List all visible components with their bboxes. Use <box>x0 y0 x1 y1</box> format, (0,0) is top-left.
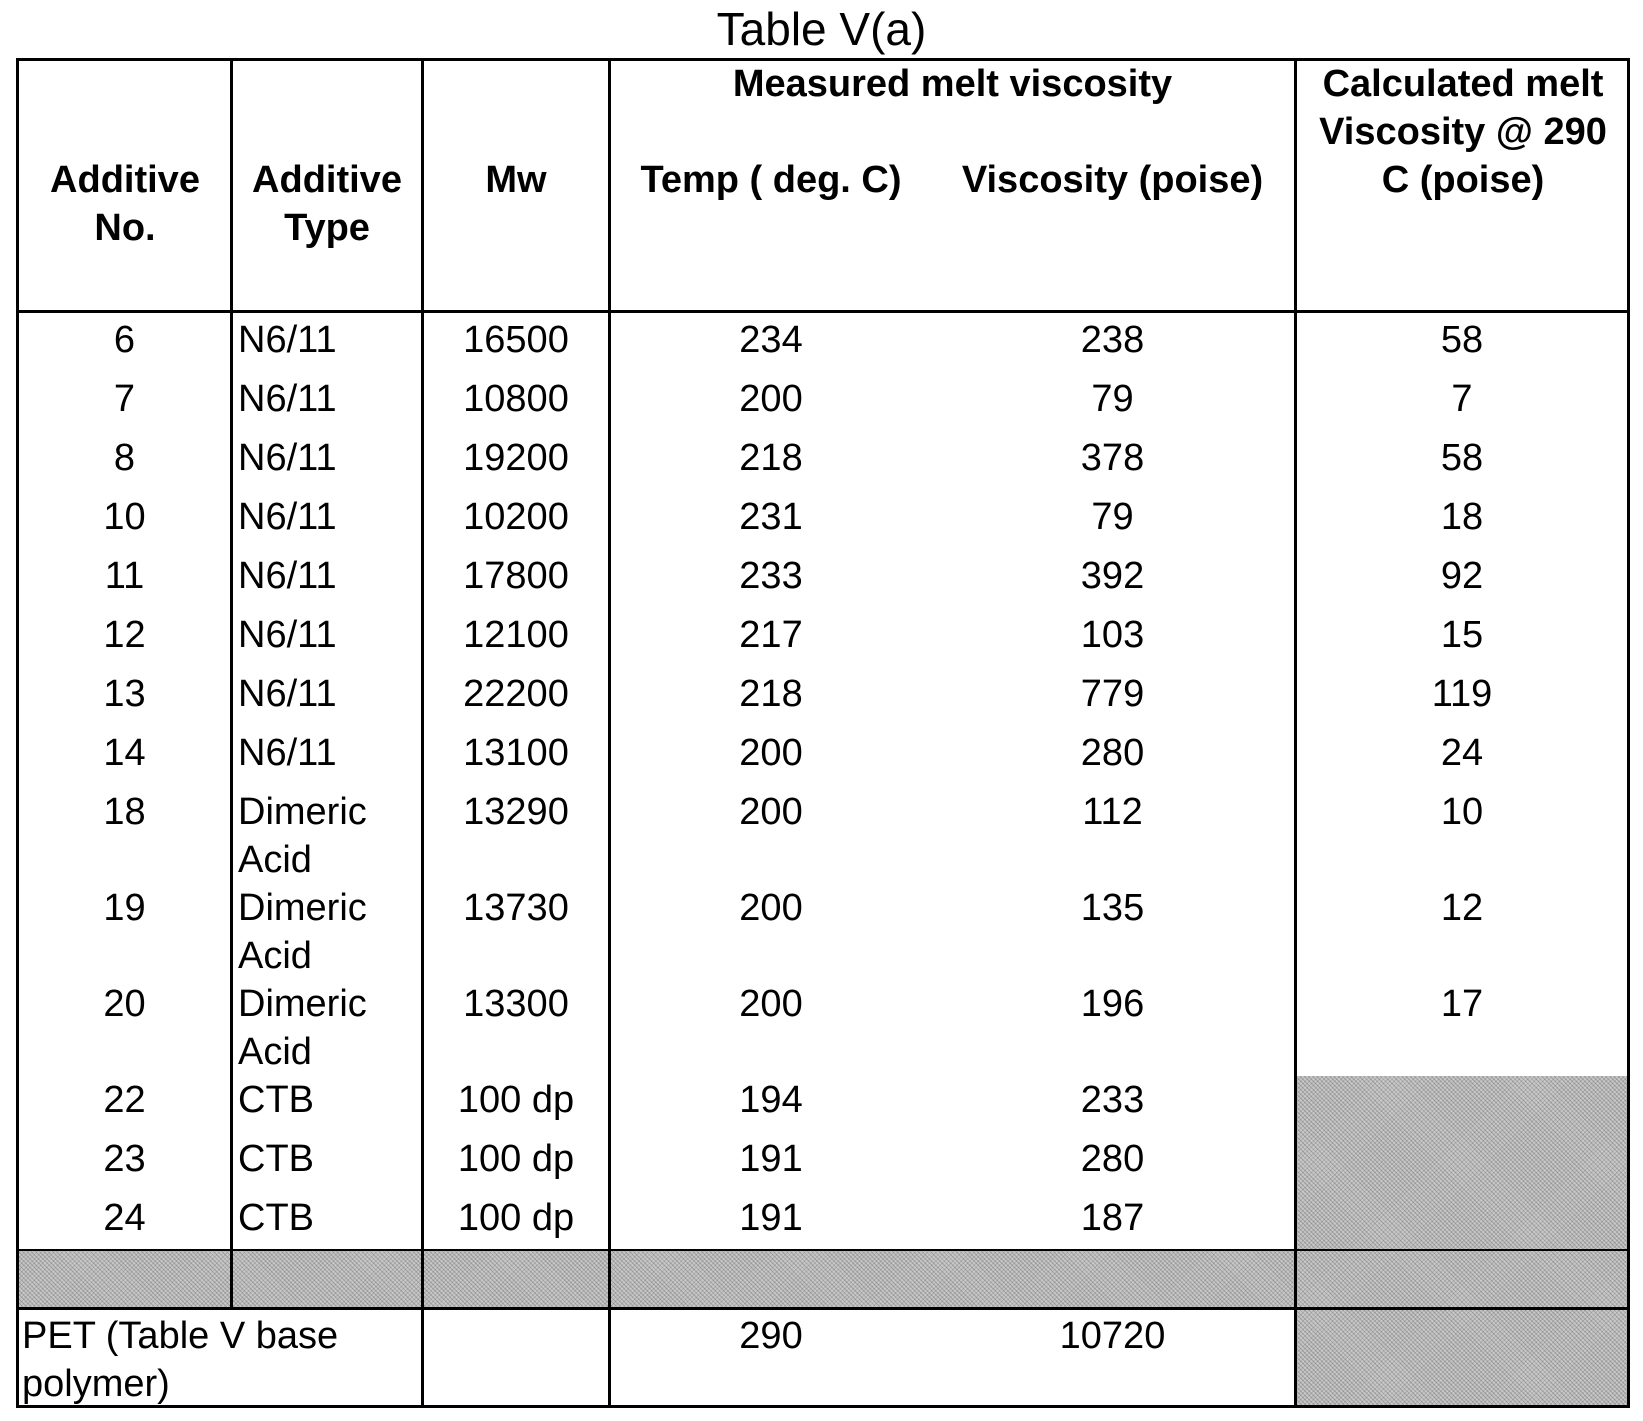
cell-additive-no: 7 <box>113 378 136 420</box>
cell-additive-no: 22 <box>103 1079 146 1121</box>
cell-calculated: 58 <box>1440 319 1484 361</box>
cell-calculated: 92 <box>1440 555 1484 597</box>
cell-calculated: 12 <box>1440 887 1484 929</box>
cell-additive-no: 19 <box>103 887 146 929</box>
cell-temp: 191 <box>739 1197 803 1239</box>
cell-additive-type: CTB <box>238 1138 314 1180</box>
cell-temp: 234 <box>739 319 803 361</box>
cell-viscosity: 233 <box>1080 1079 1145 1121</box>
cell-additive-no: 13 <box>103 673 146 715</box>
cell-additive-type: N6/11 <box>238 555 337 597</box>
cell-viscosity: 79 <box>1091 496 1134 538</box>
pet-row-label: PET (Table V base polymer) <box>22 1315 339 1405</box>
cell-additive-no: 24 <box>103 1197 146 1239</box>
cell-viscosity: 135 <box>1080 887 1145 929</box>
cell-mw: 10200 <box>463 496 569 538</box>
cell-viscosity: 378 <box>1080 437 1145 479</box>
header-calculated: Calculated melt Viscosity @ 290 C (poise) <box>1319 63 1607 201</box>
header-divider <box>16 310 1630 313</box>
header-mw: Mw <box>485 159 547 201</box>
cell-calculated: 7 <box>1451 378 1473 420</box>
table-title: Table V(a) <box>716 3 927 55</box>
cell-additive-no: 23 <box>103 1138 146 1180</box>
cell-temp: 217 <box>739 614 803 656</box>
cell-mw: 100 dp <box>457 1079 575 1121</box>
cell-mw: 13100 <box>463 732 569 774</box>
cell-additive-type: N6/11 <box>238 732 337 774</box>
pet-row-temp: 290 <box>739 1315 803 1357</box>
cell-mw: 13290 <box>463 791 569 833</box>
cell-viscosity: 196 <box>1080 983 1145 1025</box>
cell-calculated: 119 <box>1431 673 1493 715</box>
cell-calculated: 15 <box>1440 614 1484 656</box>
header-additive-no: Additive No. <box>50 159 200 249</box>
cell-additive-no: 8 <box>113 437 136 479</box>
pet-row-divider <box>16 1307 1630 1310</box>
cell-additive-type: Dimeric Acid <box>238 983 367 1073</box>
cell-additive-no: 14 <box>103 732 146 774</box>
cell-mw: 12100 <box>463 614 569 656</box>
cell-viscosity: 280 <box>1080 1138 1145 1180</box>
cell-viscosity: 103 <box>1080 614 1145 656</box>
cell-mw: 22200 <box>463 673 569 715</box>
cell-additive-type: N6/11 <box>238 496 337 538</box>
cell-mw: 100 dp <box>457 1138 575 1180</box>
cell-temp: 191 <box>739 1138 803 1180</box>
cell-calculated: 17 <box>1440 983 1484 1025</box>
filler-row-top <box>16 1249 1630 1251</box>
cell-additive-no: 18 <box>103 791 146 833</box>
cell-viscosity: 779 <box>1080 673 1145 715</box>
cell-additive-type: N6/11 <box>238 437 337 479</box>
header-measured-group: Measured melt viscosity <box>732 63 1173 105</box>
cell-calculated: 24 <box>1440 732 1484 774</box>
cell-mw: 16500 <box>463 319 569 361</box>
cell-temp: 233 <box>739 555 803 597</box>
cell-additive-no: 11 <box>104 555 145 597</box>
cell-temp: 200 <box>739 983 803 1025</box>
cell-viscosity: 112 <box>1082 791 1143 833</box>
cell-additive-no: 12 <box>103 614 146 656</box>
cell-viscosity: 187 <box>1080 1197 1145 1239</box>
cell-additive-no: 6 <box>113 319 136 361</box>
cell-additive-type: N6/11 <box>238 614 337 656</box>
cell-additive-no: 20 <box>103 983 146 1025</box>
cell-viscosity: 392 <box>1080 555 1145 597</box>
cell-temp: 200 <box>739 887 803 929</box>
cell-calculated: 18 <box>1440 496 1484 538</box>
cell-additive-type: N6/11 <box>238 378 337 420</box>
cell-viscosity: 79 <box>1091 378 1134 420</box>
cell-additive-type: N6/11 <box>238 319 337 361</box>
cell-mw: 13300 <box>463 983 569 1025</box>
cell-mw: 10800 <box>463 378 569 420</box>
cell-calculated: 58 <box>1440 437 1484 479</box>
cell-temp: 194 <box>739 1079 803 1121</box>
cell-temp: 218 <box>739 437 803 479</box>
header-additive-type: Additive Type <box>252 159 402 249</box>
cell-viscosity: 280 <box>1080 732 1145 774</box>
cell-additive-type: Dimeric Acid <box>238 887 367 977</box>
cell-additive-no: 10 <box>103 496 146 538</box>
cell-mw: 13730 <box>463 887 569 929</box>
cell-additive-type: CTB <box>238 1197 314 1239</box>
cell-mw: 19200 <box>463 437 569 479</box>
cell-calculated: 10 <box>1440 791 1484 833</box>
col-divider-1 <box>230 58 233 1308</box>
cell-additive-type: N6/11 <box>238 673 337 715</box>
cell-mw: 17800 <box>463 555 569 597</box>
pet-row-viscosity: 10720 <box>1059 1315 1166 1357</box>
cell-temp: 200 <box>739 791 803 833</box>
header-temp: Temp ( deg. C) <box>640 159 902 201</box>
cell-temp: 231 <box>739 496 803 538</box>
cell-mw: 100 dp <box>457 1197 575 1239</box>
cell-viscosity: 238 <box>1080 319 1145 361</box>
header-viscosity: Viscosity (poise) <box>961 159 1264 201</box>
cell-temp: 200 <box>739 378 803 420</box>
cell-additive-type: CTB <box>238 1079 314 1121</box>
cell-temp: 200 <box>739 732 803 774</box>
cell-temp: 218 <box>739 673 803 715</box>
cell-additive-type: Dimeric Acid <box>238 791 367 881</box>
